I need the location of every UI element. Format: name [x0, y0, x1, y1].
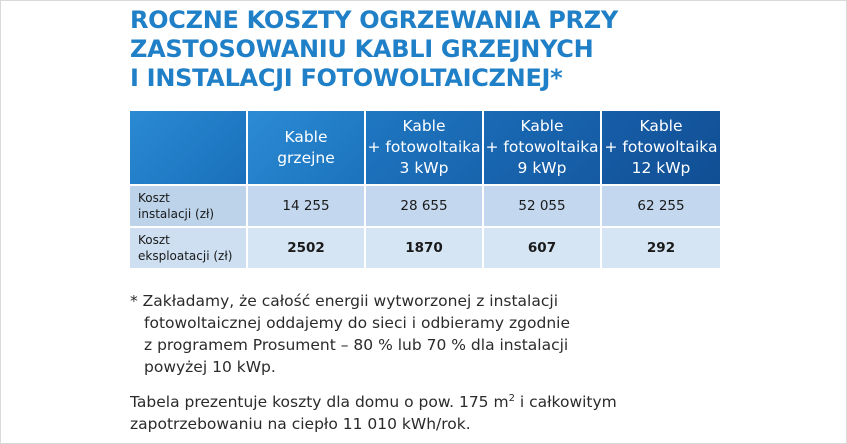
row-label	[130, 186, 246, 226]
title-line: ROCZNE KOSZTY OGRZEWANIA PRZY	[130, 6, 618, 34]
row-label-line: Koszt	[138, 191, 170, 205]
column-header-line: 9 kWp	[517, 159, 567, 177]
row-label-line: instalacji (zł)	[138, 207, 215, 221]
footnote-line: * Zakładamy, że całość energii wytworzonej z instalacji	[130, 292, 558, 310]
summary-text-part: i całkowitym	[514, 393, 617, 411]
table-cell: 292	[602, 228, 720, 268]
page-title	[130, 6, 730, 93]
column-header-line: grzejne	[277, 148, 335, 167]
column-header	[248, 111, 364, 184]
row-label-line: Koszt	[138, 233, 170, 247]
table-header-row	[130, 111, 720, 184]
table-cell: 62 255	[602, 186, 720, 226]
column-header-line: + fotowoltaika	[604, 138, 718, 156]
summary-text-part: Tabela prezentuje koszty dla domu o pow. 175 m	[130, 393, 509, 411]
table-corner-cell	[130, 111, 246, 184]
table-cell: 28 655	[366, 186, 482, 226]
column-header	[366, 111, 482, 184]
column-header-line: Kable	[520, 117, 564, 135]
summary-text	[130, 391, 690, 435]
footnote	[130, 290, 650, 378]
superscript: 2	[508, 392, 515, 404]
column-header-line: Kable	[402, 117, 446, 135]
table-cell: 2502	[248, 228, 364, 268]
footnote-line: z programem Prosument – 80 % lub 70 % dla instalacji	[144, 336, 569, 354]
column-header	[602, 111, 720, 184]
summary-line	[130, 391, 690, 413]
column-header-line: 12 kWp	[631, 159, 691, 177]
table-cell: 52 055	[484, 186, 600, 226]
row-label	[130, 228, 246, 268]
table-cell: 607	[484, 228, 600, 268]
title-line: ZASTOSOWANIU KABLI GRZEJNYCH	[130, 35, 594, 63]
table-row	[130, 228, 720, 268]
column-header-line: + fotowoltaika	[485, 138, 599, 156]
row-label-line: eksploatacji (zł)	[138, 249, 233, 263]
title-line: I INSTALACJI FOTOWOLTAICZNEJ*	[130, 64, 563, 92]
footnote-line: powyżej 10 kWp.	[144, 358, 276, 376]
footnote-line: fotowoltaicznej oddajemy do sieci i odbieramy zgodnie	[144, 314, 570, 332]
column-header	[484, 111, 600, 184]
cost-table	[128, 109, 722, 270]
column-header-line: 3 kWp	[399, 159, 449, 177]
column-header-line: Kable	[639, 117, 683, 135]
column-header-line: Kable	[284, 127, 328, 146]
table-row	[130, 186, 720, 226]
column-header-line: + fotowoltaika	[367, 138, 481, 156]
table-cell: 14 255	[248, 186, 364, 226]
table-cell: 1870	[366, 228, 482, 268]
summary-line: zapotrzebowaniu na ciepło 11 010 kWh/rok.	[130, 415, 471, 433]
